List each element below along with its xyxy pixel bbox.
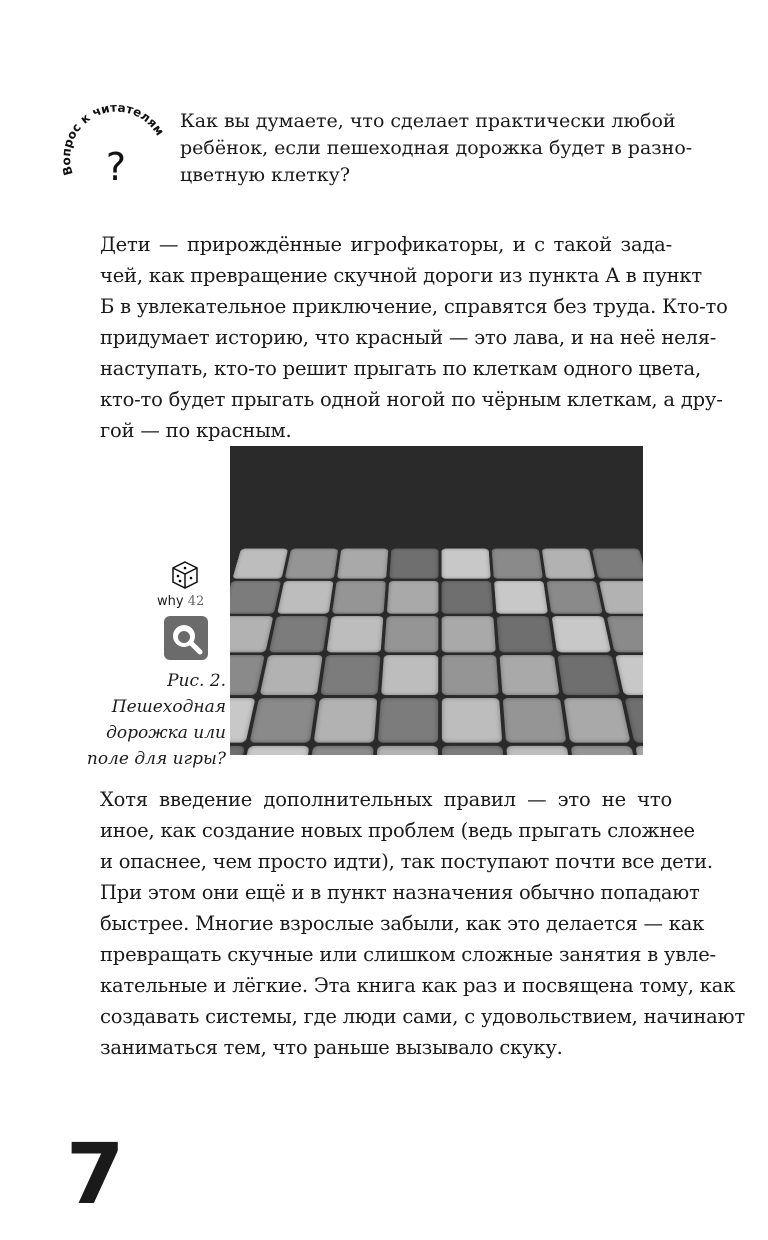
text-line: При этом они ещё и в пункт назначения обычно попадают bbox=[100, 881, 700, 904]
paving-tile bbox=[232, 549, 288, 579]
reader-question-icon bbox=[56, 98, 176, 218]
text-line: превращать скучные или слишком сложные занятия в увле- bbox=[100, 943, 716, 966]
paving-tile bbox=[442, 581, 494, 614]
paving-tile bbox=[492, 549, 543, 579]
paving-tile bbox=[230, 746, 245, 755]
text-line: Хотя введение дополнительных правил — это не что bbox=[100, 788, 672, 811]
paving-tile bbox=[615, 655, 643, 695]
text-line: Как вы думаете, что сделает практически любой bbox=[180, 110, 676, 132]
paving-tile bbox=[320, 655, 380, 695]
paragraph-2 bbox=[100, 784, 745, 1063]
paving-tile bbox=[306, 746, 374, 755]
paragraph-1 bbox=[100, 229, 728, 446]
paving-tile bbox=[230, 581, 281, 614]
paving-tile bbox=[635, 746, 643, 755]
paving-tile bbox=[326, 616, 383, 652]
text-line: быстрее. Многие взрослые забыли, как это делается — как bbox=[100, 912, 705, 935]
paving-tile bbox=[599, 581, 643, 614]
paving-tile bbox=[557, 655, 620, 695]
why-number: 42 bbox=[187, 594, 205, 609]
paving-tile bbox=[260, 655, 323, 695]
paving-tile bbox=[387, 581, 439, 614]
paving-tile bbox=[389, 549, 438, 579]
paving-tile bbox=[332, 581, 386, 614]
paving-tile bbox=[442, 655, 499, 695]
paving-tile bbox=[384, 616, 438, 652]
paving-tile bbox=[378, 698, 438, 743]
paving-tile bbox=[607, 616, 643, 652]
svg-text:Вопрос к читателям: Вопрос к читателям bbox=[58, 100, 167, 177]
paving-tile bbox=[277, 581, 333, 614]
paving-tile bbox=[314, 698, 378, 743]
paving-tile bbox=[337, 549, 388, 579]
caption-line: Рис. 2. bbox=[167, 671, 226, 691]
text-line: создавать системы, где люди сами, с удовольствием, начинают bbox=[100, 1005, 745, 1028]
figure-photo-paving-tiles bbox=[230, 446, 643, 755]
paving-tile bbox=[442, 698, 502, 743]
text-line: Дети — прирождённые игрофикаторы, и с такой зада- bbox=[100, 233, 672, 256]
paving-tile bbox=[503, 698, 567, 743]
why-label: why bbox=[157, 594, 184, 609]
paving-tile bbox=[230, 655, 265, 695]
text-line: цветную клетку? bbox=[180, 164, 351, 186]
reader-question-badge bbox=[56, 98, 176, 218]
why-42-label bbox=[157, 594, 204, 610]
paving-tile bbox=[230, 616, 273, 652]
caption-line: поле для игры? bbox=[86, 749, 226, 769]
text-line: заниматься тем, что раньше вызывало скуку. bbox=[100, 1036, 563, 1059]
paving-tile bbox=[285, 549, 339, 579]
paving-tile bbox=[381, 655, 438, 695]
text-line: наступать, кто-то решит прыгать по клеткам одного цвета, bbox=[100, 357, 701, 380]
paving-tile bbox=[592, 549, 643, 579]
paving-tile bbox=[442, 746, 506, 755]
caption-line: Пешеходная bbox=[111, 697, 226, 717]
paving-tile bbox=[497, 616, 554, 652]
paving-tile bbox=[494, 581, 548, 614]
text-line: иное, как создание новых проблем (ведь прыгать сложнее bbox=[100, 819, 695, 842]
paving-tile bbox=[238, 746, 309, 755]
paving-tile bbox=[546, 581, 602, 614]
paving-tile bbox=[564, 698, 631, 743]
figure-caption bbox=[40, 668, 226, 772]
paving-tile bbox=[552, 616, 612, 652]
paving-tile bbox=[542, 549, 596, 579]
text-line: гой — по красным. bbox=[100, 419, 292, 442]
text-line: кто-то будет прыгать одной ногой по чёрным клеткам, а дру- bbox=[100, 388, 723, 411]
caption-line: дорожка или bbox=[106, 723, 226, 743]
text-line: придумает историю, что красный — это лава, и на неё неля- bbox=[100, 326, 717, 349]
reader-question-text bbox=[180, 108, 693, 189]
zoom-search-icon bbox=[164, 616, 208, 660]
paving-tile bbox=[374, 746, 438, 755]
paving-tile bbox=[499, 655, 559, 695]
dice-icon bbox=[170, 560, 200, 590]
paving-tile bbox=[571, 746, 642, 755]
text-line: чей, как превращение скучной дороги из пункта А в пункт bbox=[100, 264, 703, 287]
text-line: и опаснее, чем просто идти), так поступают почти все дети. bbox=[100, 850, 713, 873]
text-line: ребёнок, если пешеходная дорожка будет в разно- bbox=[180, 137, 693, 159]
text-line: кательные и лёгкие. Эта книга как раз и посвящена тому, как bbox=[100, 974, 736, 997]
page-number: 7 bbox=[66, 1125, 125, 1223]
text-line: Б в увлекательное приключение, справятся без труда. Кто-то bbox=[100, 295, 728, 318]
paving-tile bbox=[506, 746, 574, 755]
paving-tile bbox=[442, 616, 496, 652]
svg-text:?: ? bbox=[105, 145, 127, 189]
paving-tile bbox=[269, 616, 329, 652]
paving-tile bbox=[249, 698, 316, 743]
paving-tile bbox=[441, 549, 490, 579]
